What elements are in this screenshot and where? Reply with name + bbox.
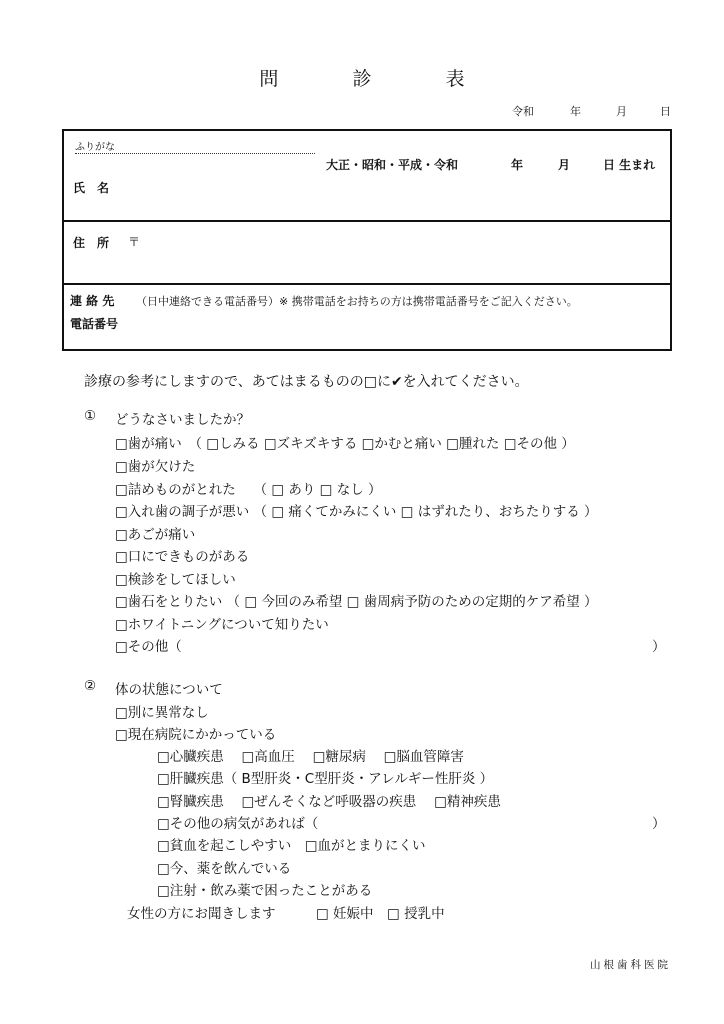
symptom-filling-lost[interactable]: □詰めものがとれた （ □ あり □ なし ） — [115, 482, 382, 498]
symptom-toothache[interactable]: □歯が痛い （ □しみる □ズキズキする □かむと痛い □腫れた □その他 ） — [115, 436, 575, 452]
female-question-label: 女性の方にお聞きします — [127, 906, 276, 922]
female-options[interactable]: □ 妊娠中 □ 授乳中 — [316, 906, 445, 922]
disease-heart-group[interactable]: □心臓疾患 □高血圧 □糖尿病 □脳血管障害 — [157, 749, 464, 765]
furigana-dotted-line — [75, 153, 315, 154]
birth-month-field[interactable]: 月 — [558, 158, 571, 172]
request-checkup[interactable]: □検診をしてほしい — [115, 572, 236, 588]
furigana-label: ふりがな — [75, 142, 115, 153]
page-title — [0, 64, 724, 91]
intro-instruction: 診療の参考にしますので、あてはまるものの□に✔を入れてください。 — [84, 374, 529, 390]
title-char-2: 診 — [352, 68, 372, 90]
symptom-other[interactable]: □その他（ — [115, 639, 182, 655]
date-year-field[interactable]: 年 — [570, 105, 581, 118]
date-day-field[interactable]: 日 — [660, 105, 671, 118]
condition-anemia-bleeding[interactable]: □貧血を起こしやすい □血がとまりにくい — [157, 838, 426, 854]
disease-other-close-paren: ） — [652, 816, 666, 832]
disease-kidney-group[interactable]: □腎臓疾患 □ぜんそくなど呼吸器の疾患 □精神疾患 — [157, 794, 501, 810]
postal-mark: 〒 — [128, 235, 141, 249]
disease-liver[interactable]: □肝臓疾患（ B型肝炎・C型肝炎・アレルギー性肝炎 ） — [157, 771, 494, 787]
section1-number: ① — [84, 408, 97, 424]
address-label: 住 所 — [73, 236, 110, 250]
condition-medication[interactable]: □今、薬を飲んでいる — [157, 861, 292, 877]
date-month-field[interactable]: 月 — [616, 105, 627, 118]
phone-label: 電話番号 — [70, 317, 119, 331]
name-label: 氏 名 — [73, 181, 110, 195]
section1-heading: どうなさいましたか？ — [115, 412, 250, 428]
request-tartar[interactable]: □歯石をとりたい （ □ 今回のみ希望 □ 歯周病予防のための定期的ケア希望 ） — [115, 594, 598, 610]
condition-drug-reaction[interactable]: □注射・飲み薬で困ったことがある — [157, 883, 373, 899]
birth-era-options[interactable]: 大正・昭和・平成・令和 — [326, 158, 459, 172]
birth-year-field[interactable]: 年 — [511, 158, 524, 172]
other-close-paren: ） — [652, 639, 666, 655]
contact-label: 連 絡 先 — [70, 294, 115, 308]
symptom-denture[interactable]: □入れ歯の調子が悪い （ □ 痛くてかみにくい □ はずれたり、おちたりする ） — [115, 504, 598, 520]
row-divider — [64, 283, 670, 285]
section2-heading: 体の状態について — [115, 682, 223, 698]
birth-day-field[interactable]: 日 生まれ — [603, 158, 656, 172]
title-char-1: 問 — [259, 68, 279, 90]
symptom-mouth-lump[interactable]: □口にできものがある — [115, 549, 250, 565]
patient-info-box — [62, 129, 672, 351]
health-normal[interactable]: □別に異常なし — [115, 705, 209, 721]
health-under-treatment[interactable]: □現在病院にかかっている — [115, 727, 277, 743]
symptom-chipped[interactable]: □歯が欠けた — [115, 459, 196, 475]
row-divider — [64, 220, 670, 222]
clinic-name: 山根歯科医院 — [590, 959, 671, 971]
date-era: 令和 — [512, 105, 534, 118]
disease-other[interactable]: □その他の病気があれば（ — [157, 816, 319, 832]
title-char-3: 表 — [445, 68, 465, 90]
contact-note: （日中連絡できる電話番号）※ 携帯電話をお持ちの方は携帯電話番号をご記入ください。 — [136, 295, 578, 308]
section2-number: ② — [84, 678, 97, 694]
symptom-jaw-pain[interactable]: □あごが痛い — [115, 527, 196, 543]
request-whitening[interactable]: □ホワイトニングについて知りたい — [115, 617, 329, 633]
